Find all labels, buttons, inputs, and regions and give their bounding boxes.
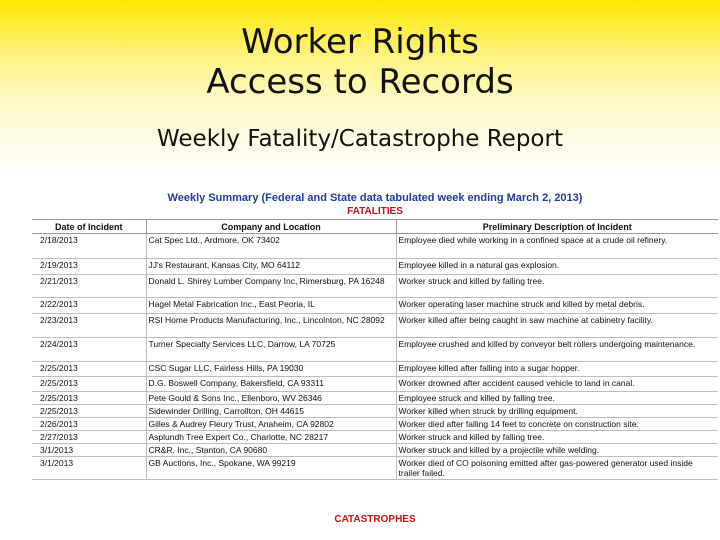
table-row xyxy=(32,418,718,431)
company-location: Cat Spec Ltd., Ardmore, OK 73402 xyxy=(146,234,396,259)
table-row xyxy=(32,298,718,314)
incident-date: 2/18/2013 xyxy=(32,234,146,259)
table-row xyxy=(32,338,718,362)
table-header-row xyxy=(32,220,718,234)
company-location: Turner Specialty Services LLC, Darrow, LA 70725 xyxy=(146,338,396,362)
fatality-report-image xyxy=(32,189,718,540)
table-row xyxy=(32,362,718,377)
section-fatalities: FATALITIES xyxy=(347,206,403,217)
incident-date: 2/25/2013 xyxy=(32,405,146,418)
incident-description: Worker drowned after accident caused vehicle to land in canal. xyxy=(396,377,718,392)
slide-title xyxy=(0,22,720,102)
incident-date: 2/25/2013 xyxy=(32,377,146,392)
incident-date: 2/27/2013 xyxy=(32,431,146,444)
slide-subtitle: Weekly Fatality/Catastrophe Report xyxy=(157,126,563,152)
table-row xyxy=(32,457,718,480)
column-header-company: Company and Location xyxy=(146,220,396,234)
company-location: Donald L. Shirey Lumber Company Inc, Rimersburg, PA 16248 xyxy=(146,275,396,298)
company-location: GB Auctions, Inc., Spokane, WA 99219 xyxy=(146,457,396,480)
column-header-date: Date of Incident xyxy=(32,220,146,234)
incident-date: 2/21/2013 xyxy=(32,275,146,298)
company-location: Pete Gould & Sons Inc., Ellenboro, WV 26346 xyxy=(146,392,396,405)
table-row xyxy=(32,259,718,275)
company-location: Sidewinder Drilling, Carrollton, OH 44615 xyxy=(146,405,396,418)
section-catastrophes: CATASTROPHES xyxy=(334,514,416,525)
report-summary-title: Weekly Summary (Federal and State data tabulated week ending March 2, 2013) xyxy=(167,192,583,204)
incident-date: 3/1/2013 xyxy=(32,457,146,480)
incident-description: Worker struck and killed by a projectile while welding. xyxy=(396,444,718,457)
company-location: CSC Sugar LLC, Fairless Hills, PA 19030 xyxy=(146,362,396,377)
incident-description: Worker killed after being caught in saw machine at cabinetry facility. xyxy=(396,314,718,338)
incident-description: Worker died of CO poisoning emitted after gas-powered generator used inside trailer failed. xyxy=(396,457,718,480)
fatality-table xyxy=(32,219,718,480)
incident-description: Worker struck and killed by falling tree. xyxy=(396,275,718,298)
incident-date: 3/1/2013 xyxy=(32,444,146,457)
title-line-2: Access to Records xyxy=(206,62,514,102)
incident-description: Employee killed after falling into a sugar hopper. xyxy=(396,362,718,377)
incident-description: Worker operating laser machine struck and killed by metal debris. xyxy=(396,298,718,314)
company-location: Hagel Metal Fabrication Inc., East Peoria, IL xyxy=(146,298,396,314)
incident-description: Employee struck and killed by falling tree. xyxy=(396,392,718,405)
company-location: CR&R, Inc., Stanton, CA 90680 xyxy=(146,444,396,457)
table-row xyxy=(32,392,718,405)
company-location: Gilles & Audrey Fleury Trust, Anaheim, CA 92802 xyxy=(146,418,396,431)
incident-date: 2/23/2013 xyxy=(32,314,146,338)
table-row xyxy=(32,275,718,298)
incident-description: Employee died while working in a confined space at a crude oil refinery. xyxy=(396,234,718,259)
table-row xyxy=(32,431,718,444)
incident-description: Worker struck and killed by falling tree. xyxy=(396,431,718,444)
table-row xyxy=(32,405,718,418)
title-line-1: Worker Rights xyxy=(241,22,479,62)
company-location: Asplundh Tree Expert Co., Charlotte, NC 28217 xyxy=(146,431,396,444)
incident-date: 2/26/2013 xyxy=(32,418,146,431)
incident-date: 2/19/2013 xyxy=(32,259,146,275)
incident-date: 2/25/2013 xyxy=(32,392,146,405)
table-row xyxy=(32,444,718,457)
company-location: D.G. Boswell Company, Bakersfield, CA 93311 xyxy=(146,377,396,392)
incident-description: Employee crushed and killed by conveyor belt rollers undergoing maintenance. xyxy=(396,338,718,362)
table-row xyxy=(32,377,718,392)
company-location: JJ's Restaurant, Kansas City, MO 64112 xyxy=(146,259,396,275)
table-row xyxy=(32,314,718,338)
column-header-description: Preliminary Description of Incident xyxy=(396,220,718,234)
company-location: RSI Home Products Manufacturing, Inc., Lincolnton, NC 28092 xyxy=(146,314,396,338)
incident-date: 2/24/2013 xyxy=(32,338,146,362)
incident-description: Worker killed when struck by drilling equipment. xyxy=(396,405,718,418)
incident-description: Worker died after falling 14 feet to concrete on construction site. xyxy=(396,418,718,431)
incident-description: Employee killed in a natural gas explosion. xyxy=(396,259,718,275)
table-row xyxy=(32,234,718,259)
incident-date: 2/25/2013 xyxy=(32,362,146,377)
incident-date: 2/22/2013 xyxy=(32,298,146,314)
